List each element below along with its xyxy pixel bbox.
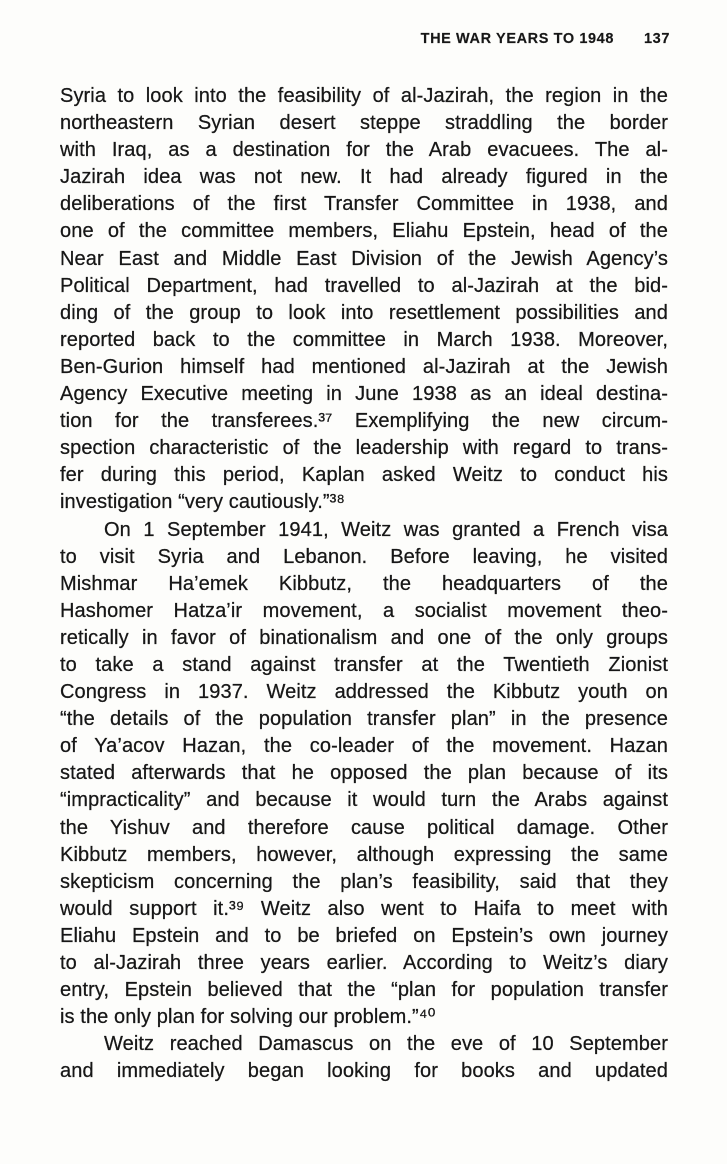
text-line: spection characteristic of the leadership with regard to trans- [60,437,668,460]
text-line: reported back to the committee in March 1938. Moreover, [60,328,668,351]
text-line: Agency Executive meeting in June 1938 as an ideal destina- [60,383,668,406]
text-line: to al-Jazirah three years earlier. According to Weitz’s diary [60,952,668,974]
text-line: Congress in 1937. Weitz addressed the Kibbutz youth on [60,681,668,704]
text-line: northeastern Syrian desert steppe straddling the border [60,112,668,135]
text-line: On 1 September 1941, Weitz was granted a French visa [104,518,668,541]
text-line: Syria to look into the feasibility of al-Jazirah, the region in the [60,85,668,107]
text-line: ding of the group to look into resettlement possibilities and [60,301,668,324]
paragraph-2 [60,517,668,1032]
text-line: one of the committee members, Eliahu Epstein, head of the [60,220,668,243]
running-title: THE WAR YEARS TO 1948 [420,31,614,47]
paragraph-1 [60,83,668,517]
text-line: Hashomer Hatza’ir movement, a socialist movement theo- [60,599,668,622]
text-line: deliberations of the first Transfer Committee in 1938, and [60,193,668,216]
text-line: tion for the transferees.³⁷ Exemplifying the new circum- [60,410,668,433]
text-line: Jazirah idea was not new. It had already figured in the [60,166,668,189]
paragraph-3 [60,1031,668,1085]
text-line: retically in favor of binationalism and one of the only groups [60,626,668,649]
text-line: Weitz reached Damascus on the eve of 10 September [104,1033,668,1056]
text-line: Political Department, had travelled to al-Jazirah at the bid- [60,274,668,297]
text-line: entry, Epstein believed that the “plan for population transfer [60,979,668,1002]
text-line: Eliahu Epstein and to be briefed on Epstein’s own journey [60,924,668,947]
text-line: the Yishuv and therefore cause political damage. Other [60,816,668,839]
text-line: investigation “very cautiously.”³⁸ [60,491,345,514]
page-body [60,83,668,1085]
text-line: Near East and Middle East Division of the Jewish Agency’s [60,247,668,270]
text-line: to take a stand against transfer at the Twentieth Zionist [60,653,668,676]
text-line: to visit Syria and Lebanon. Before leaving, he visited [60,545,668,568]
text-line: of Ya’acov Hazan, the co-leader of the movement. Hazan [60,735,668,758]
page-number: 137 [644,31,670,47]
text-line: fer during this period, Kaplan asked Weitz to conduct his [60,464,668,487]
text-line: Ben-Gurion himself had mentioned al-Jazirah at the Jewish [60,355,668,378]
text-line: with Iraq, as a destination for the Arab evacuees. The al- [60,139,668,162]
text-line: skepticism concerning the plan’s feasibility, said that they [60,870,668,893]
text-line: and immediately began looking for books and updated [60,1060,668,1083]
text-line: would support it.³⁹ Weitz also went to Haifa to meet with [60,897,668,920]
text-line: Mishmar Ha’emek Kibbutz, the headquarters of the [60,572,668,595]
page-header [60,31,670,47]
text-line: is the only plan for solving our problem.”⁴⁰ [60,1006,436,1029]
text-line: stated afterwards that he opposed the plan because of its [60,762,668,785]
text-line: “the details of the population transfer plan” in the presence [60,708,668,731]
text-line: Kibbutz members, however, although expressing the same [60,843,668,866]
text-line: “impracticality” and because it would turn the Arabs against [60,789,668,812]
